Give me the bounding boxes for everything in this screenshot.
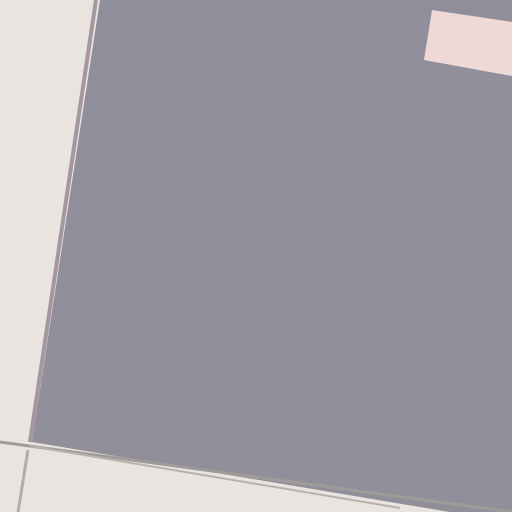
asphalt-texture: [32, 0, 512, 512]
